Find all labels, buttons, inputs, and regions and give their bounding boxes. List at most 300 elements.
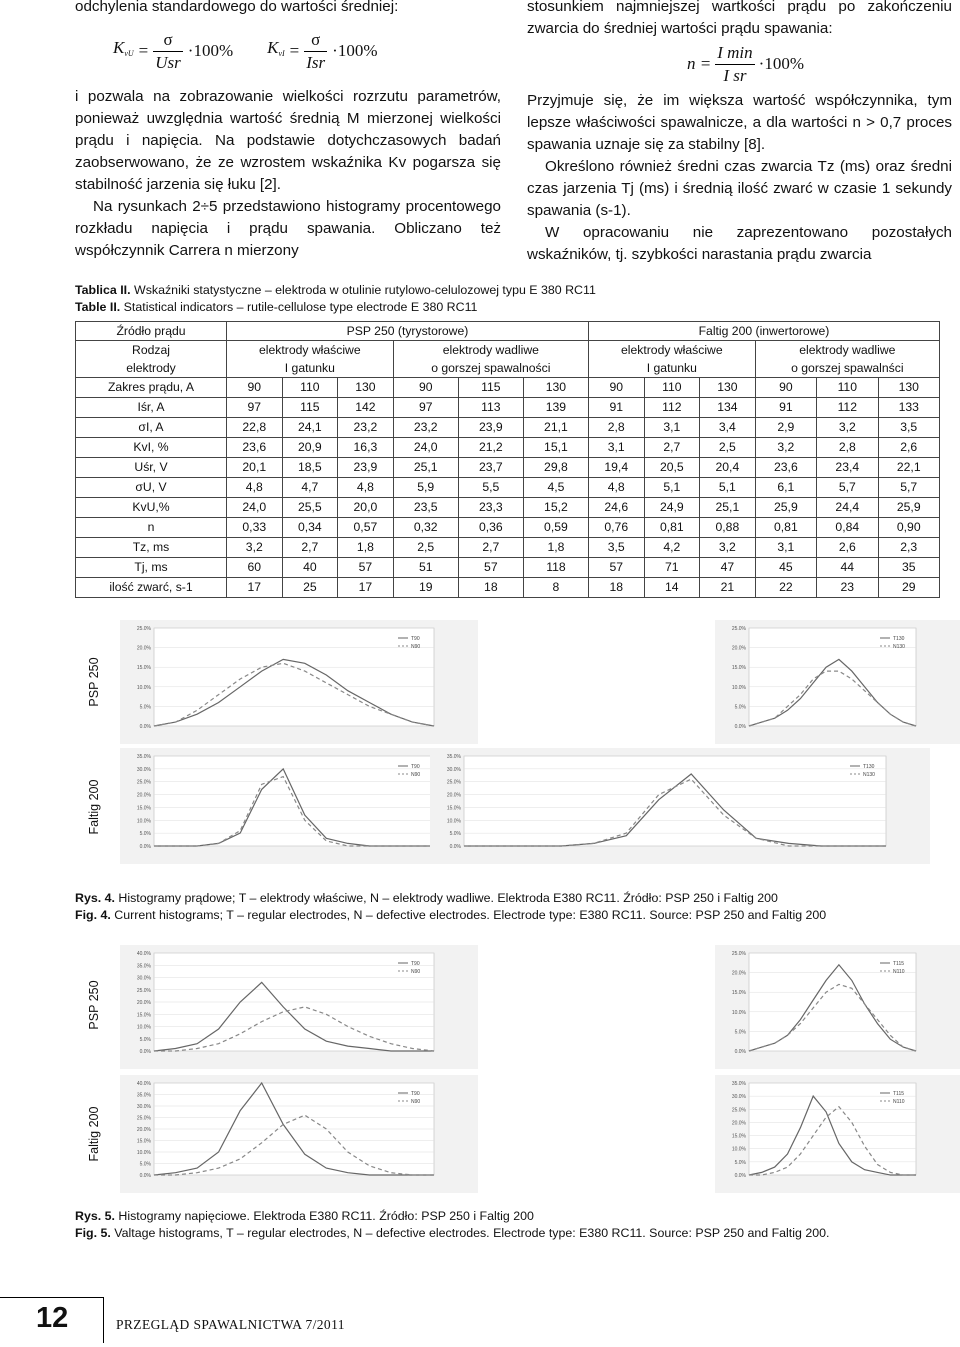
- table-cell: 23,4: [817, 458, 878, 478]
- fig4-chart-psp-left: [120, 620, 478, 744]
- fig4-caption-pl-text: Histogramy prądowe; T – elektrody właściwe, N – elektrody wadliwe. Elektroda E380 RC11. Źródło: PSP 250 i Faltig 200: [118, 891, 778, 905]
- table-cell: 21,1: [523, 418, 588, 438]
- table-cell: 20,5: [644, 458, 700, 478]
- table-cell: 3,1: [755, 538, 816, 558]
- table-cell: 113: [458, 398, 523, 418]
- y-tick-label: 30.0%: [731, 1094, 746, 1101]
- y-tick-label: 30.0%: [136, 766, 151, 773]
- f2-lhs: K: [267, 38, 279, 57]
- table-row: [76, 438, 940, 458]
- table-cell: 4,8: [588, 478, 644, 498]
- table-cell: 18,5: [282, 458, 338, 478]
- formula-kvi: $K_{vI}$ = $\frac{\sigma}{\text{Isr}}$ ·100%: [267, 29, 378, 72]
- table-cell: 97: [393, 398, 458, 418]
- table-cell: 1,8: [523, 538, 588, 558]
- y-tick-label: 0.0%: [139, 724, 151, 730]
- th-good-faltig-2: I gatunku: [646, 361, 697, 375]
- th-bad-faltig: [755, 341, 939, 378]
- y-tick-label: 25.0%: [136, 1115, 151, 1122]
- table-cell: 134: [700, 398, 756, 418]
- right-paragraph-1: stosunkiem najmniejszej wartkości prądu po zakończeniu zwarcia do średniej wartości prądu spawania:: [527, 0, 952, 37]
- fig5-chart-faltig-left: [120, 1075, 478, 1193]
- table-cell: 18: [458, 578, 523, 598]
- table-cell: 3,5: [878, 418, 940, 438]
- table-cell: 25: [282, 578, 338, 598]
- fig4-svg-faltig-right: [430, 748, 930, 864]
- fig4-caption-en-text: Current histograms; T – regular electrodes, N – defective electrodes. Electrode type: E380 RC11. Source: PSP 250 and Faltig 200: [114, 908, 827, 922]
- fig4-row-label-psp: PSP 250: [87, 657, 101, 707]
- fig5-caption-pl-text: Histogramy napięciowe. Elektroda E380 RC11. Źródło: PSP 250 i Faltig 200: [118, 1209, 534, 1223]
- table-cell: 4,2: [644, 538, 700, 558]
- table-cell: 23,7: [458, 458, 523, 478]
- f2-lhs-sub: vI: [278, 49, 285, 58]
- table-cell: 110: [282, 378, 338, 398]
- y-tick-label: 30.0%: [136, 975, 151, 982]
- fig4-caption-pl: [75, 890, 955, 907]
- table-cell: 90: [755, 378, 816, 398]
- fig5-caption-pl-label: Rys. 5.: [75, 1209, 115, 1223]
- th-bad-psp: [393, 341, 588, 378]
- table-cell: 23,6: [755, 458, 816, 478]
- table-cell: 19: [393, 578, 458, 598]
- fn-frac: [715, 42, 754, 87]
- y-tick-label: 20.0%: [136, 792, 151, 799]
- fig4-chart-faltig-left: [120, 748, 478, 864]
- legend-label: N130: [893, 644, 905, 650]
- table-cell: 115: [282, 398, 338, 418]
- table-cell: 0,88: [700, 518, 756, 538]
- f1-den: Usr: [155, 52, 181, 72]
- th-good-faltig-1: elektrody właściwe: [621, 343, 723, 357]
- y-tick-label: 0.0%: [734, 1049, 746, 1055]
- table-row: [76, 578, 940, 598]
- table-cell: 110: [644, 378, 700, 398]
- y-tick-label: 5.0%: [734, 1159, 746, 1166]
- legend-label: N110: [893, 1099, 905, 1105]
- y-tick-label: 5.0%: [734, 704, 746, 711]
- y-tick-label: 0.0%: [734, 1173, 746, 1179]
- y-tick-label: 0.0%: [734, 724, 746, 730]
- f2-den: Isr: [306, 52, 326, 72]
- th-source: Źródło prądu: [76, 322, 227, 341]
- y-tick-label: 10.0%: [136, 818, 151, 825]
- table-cell: 130: [878, 378, 940, 398]
- table-cell: 142: [338, 398, 394, 418]
- y-tick-label: 10.0%: [136, 1150, 151, 1156]
- table-cell: 2,9: [755, 418, 816, 438]
- y-tick-label: 10.0%: [731, 1146, 746, 1153]
- fig4-caption: [75, 890, 955, 924]
- table-cell: 5,7: [817, 478, 878, 498]
- footer-rule-vertical: [103, 1297, 104, 1343]
- table-cell: 91: [588, 398, 644, 418]
- table-cell: 5,7: [878, 478, 940, 498]
- y-tick-label: 35.0%: [136, 963, 151, 970]
- table-cell: 3,1: [588, 438, 644, 458]
- table-cell: 2,3: [878, 538, 940, 558]
- table-cell: 0,84: [817, 518, 878, 538]
- y-tick-label: 25.0%: [136, 987, 151, 994]
- table-cell: 47: [700, 558, 756, 578]
- y-tick-label: 25.0%: [731, 1107, 746, 1114]
- fig5-svg-psp-right: [715, 945, 960, 1069]
- fig4-svg-faltig-left: [120, 748, 478, 864]
- fig5-svg-faltig-right: [715, 1075, 960, 1193]
- table-cell: 0,34: [282, 518, 338, 538]
- journal-name: PRZEGLĄD SPAWALNICTWA 7/2011: [116, 1317, 345, 1332]
- table-cell: 23,2: [338, 418, 394, 438]
- fig5-caption: [75, 1208, 955, 1242]
- fig4-row-label-faltig: Faltig 200: [87, 779, 101, 835]
- row-label: σU, V: [76, 478, 227, 498]
- table-cell: 112: [817, 398, 878, 418]
- table-cell: 22,8: [227, 418, 283, 438]
- table-caption-pl: [75, 282, 935, 299]
- fig4-chart-psp-right: [715, 620, 960, 744]
- table-cell: 133: [878, 398, 940, 418]
- th-good-psp-2: I gatunku: [284, 361, 335, 375]
- legend-label: T90: [411, 764, 420, 770]
- table-cell: 2,7: [282, 538, 338, 558]
- legend-label: N90: [411, 1099, 421, 1105]
- table-cell: 4,8: [227, 478, 283, 498]
- table-cell: 4,5: [523, 478, 588, 498]
- table-cell: 21,2: [458, 438, 523, 458]
- legend-label: T115: [893, 961, 905, 967]
- f2-frac: [304, 29, 327, 74]
- table-cell: 139: [523, 398, 588, 418]
- table-cell: 8: [523, 578, 588, 598]
- y-tick-label: 10.0%: [136, 684, 151, 691]
- table-cell: 2,6: [817, 538, 878, 558]
- table-caption-en: [75, 299, 935, 316]
- table-cell: 17: [338, 578, 394, 598]
- table-cell: 130: [338, 378, 394, 398]
- table-row: [76, 538, 940, 558]
- th-kind-1: Rodzaj: [132, 343, 170, 357]
- legend-label: N90: [411, 644, 421, 650]
- table-cell: 25,1: [700, 498, 756, 518]
- table-cell: 0,33: [227, 518, 283, 538]
- table-cell: 24,1: [282, 418, 338, 438]
- table-cell: 23,9: [338, 458, 394, 478]
- y-tick-label: 35.0%: [136, 754, 151, 760]
- page-number: 12: [36, 1302, 69, 1334]
- row-label: KvI, %: [76, 438, 227, 458]
- fig5-chart-psp-right: [715, 945, 960, 1069]
- fn-den: I sr: [723, 65, 747, 85]
- table-cell: 22,1: [878, 458, 940, 478]
- y-tick-label: 40.0%: [136, 1081, 151, 1087]
- fig4-caption-en-label: Fig. 4.: [75, 908, 111, 922]
- table-row: [76, 458, 940, 478]
- y-tick-label: 20.0%: [136, 1000, 151, 1006]
- y-tick-label: 20.0%: [136, 645, 151, 652]
- legend-label: N90: [411, 969, 421, 975]
- fig4-caption-en: [75, 907, 955, 924]
- y-tick-label: 5.0%: [139, 704, 151, 711]
- y-tick-label: 15.0%: [446, 805, 461, 812]
- fig5-svg-faltig-left: [120, 1075, 478, 1193]
- y-tick-label: 0.0%: [139, 1173, 151, 1179]
- table-cell: 71: [644, 558, 700, 578]
- plot-area: [749, 628, 916, 726]
- legend-label: N130: [863, 772, 875, 778]
- table-cell: 2,7: [644, 438, 700, 458]
- table-cell: 23,2: [393, 418, 458, 438]
- row-label: Tz, ms: [76, 538, 227, 558]
- y-tick-label: 20.0%: [731, 970, 746, 977]
- table-cell: 5,5: [458, 478, 523, 498]
- y-tick-label: 30.0%: [136, 1104, 151, 1110]
- table-cell: 35: [878, 558, 940, 578]
- f1-lhs: K: [113, 38, 125, 57]
- th-bad-faltig-1: elektrody wadliwe: [799, 343, 896, 357]
- table-cell: 90: [393, 378, 458, 398]
- legend-label: T115: [893, 1091, 905, 1097]
- th-bad-psp-1: elektrody wadliwe: [442, 343, 539, 357]
- fig5-chart-faltig-right: [715, 1075, 960, 1193]
- table-cell: 3,4: [700, 418, 756, 438]
- fig5-caption-en-label: Fig. 5.: [75, 1226, 111, 1240]
- table-caption-en-label: Table II.: [75, 300, 121, 314]
- y-tick-label: 25.0%: [136, 626, 151, 632]
- table-cell: 20,4: [700, 458, 756, 478]
- table-row: [76, 418, 940, 438]
- table-cell: 25,1: [393, 458, 458, 478]
- table-row: [76, 518, 940, 538]
- table-body: [76, 378, 940, 598]
- plot-area: [154, 756, 434, 846]
- y-tick-label: 40.0%: [136, 951, 151, 957]
- row-label: KvU,%: [76, 498, 227, 518]
- formula-kv: [113, 28, 501, 74]
- table-cell: 3,2: [755, 438, 816, 458]
- th-kind-2: elektrody: [126, 361, 176, 375]
- table-row: [76, 378, 940, 398]
- y-tick-label: 5.0%: [139, 1036, 151, 1043]
- footer-rule: [0, 1297, 104, 1298]
- table-cell: 20,1: [227, 458, 283, 478]
- row-label: σI, A: [76, 418, 227, 438]
- table-cell: 0,36: [458, 518, 523, 538]
- table-cell: 19,4: [588, 458, 644, 478]
- legend-label: N90: [411, 772, 421, 778]
- table-cell: 90: [588, 378, 644, 398]
- table-cell: 2,6: [878, 438, 940, 458]
- table-cell: 24,9: [644, 498, 700, 518]
- table-cell: 6,1: [755, 478, 816, 498]
- legend-label: T130: [863, 764, 875, 770]
- table-cell: 0,76: [588, 518, 644, 538]
- fig4-caption-pl-label: Rys. 4.: [75, 891, 115, 905]
- table-cell: 1,8: [338, 538, 394, 558]
- table-cell: 3,2: [817, 418, 878, 438]
- y-tick-label: 20.0%: [446, 792, 461, 799]
- th-good-psp: [227, 341, 394, 378]
- table-cell: 3,1: [644, 418, 700, 438]
- statistics-table: [75, 321, 940, 598]
- th-bad-psp-2: o gorszej spawalności: [431, 361, 551, 375]
- table-cell: 91: [755, 398, 816, 418]
- table-caption-pl-label: Tablica II.: [75, 283, 131, 297]
- f1-lhs-sub: vU: [124, 49, 134, 58]
- table-cell: 29: [878, 578, 940, 598]
- fig4-svg-psp-left: [120, 620, 478, 744]
- table-cell: 5,9: [393, 478, 458, 498]
- y-tick-label: 15.0%: [731, 665, 746, 672]
- y-tick-label: 35.0%: [136, 1092, 151, 1099]
- table-cell: 5,1: [644, 478, 700, 498]
- fig5-row-label-faltig: Faltig 200: [87, 1106, 101, 1162]
- y-tick-label: 15.0%: [136, 805, 151, 812]
- y-tick-label: 25.0%: [731, 626, 746, 632]
- table-cell: 25,9: [755, 498, 816, 518]
- table-caption-pl-text: Wskaźniki statystyczne – elektroda w otulinie rutylowo-celulozowej typu E 380 RC11: [134, 283, 596, 297]
- table-cell: 0,81: [755, 518, 816, 538]
- table-cell: 29,8: [523, 458, 588, 478]
- y-tick-label: 10.0%: [731, 684, 746, 691]
- table-cell: 110: [817, 378, 878, 398]
- y-tick-label: 15.0%: [731, 990, 746, 997]
- table-cell: 45: [755, 558, 816, 578]
- y-tick-label: 35.0%: [446, 754, 461, 760]
- y-tick-label: 0.0%: [139, 1049, 151, 1055]
- row-label: Tj, ms: [76, 558, 227, 578]
- table-cell: 115: [458, 378, 523, 398]
- table-cell: 2,8: [588, 418, 644, 438]
- table-cell: 97: [227, 398, 283, 418]
- f2-num: σ: [304, 29, 327, 52]
- table-cell: 51: [393, 558, 458, 578]
- y-tick-label: 5.0%: [734, 1029, 746, 1036]
- table-cell: 25,5: [282, 498, 338, 518]
- table-cell: 17: [227, 578, 283, 598]
- th-good-psp-1: elektrody właściwe: [259, 343, 361, 357]
- table-cell: 24,0: [393, 438, 458, 458]
- right-paragraph-4: W opracowaniu nie zaprezentowano pozostałych wskaźników, tj. szybkości narastania prądu zwarcia: [527, 224, 952, 263]
- y-tick-label: 25.0%: [136, 779, 151, 786]
- y-tick-label: 10.0%: [731, 1009, 746, 1016]
- row-label: ilość zwarć, s-1: [76, 578, 227, 598]
- table-cell: 23,5: [393, 498, 458, 518]
- table-row: [76, 558, 940, 578]
- th-kind: [76, 341, 227, 378]
- formula-n: [687, 42, 952, 86]
- y-tick-label: 10.0%: [136, 1024, 151, 1031]
- table-cell: 20,9: [282, 438, 338, 458]
- table-cell: 57: [338, 558, 394, 578]
- table-cell: 57: [588, 558, 644, 578]
- fn-lhs: n =: [687, 54, 712, 73]
- table-cell: 24,6: [588, 498, 644, 518]
- table-cell: 90: [227, 378, 283, 398]
- y-tick-label: 25.0%: [731, 951, 746, 957]
- fn-tail: ·100%: [758, 54, 804, 73]
- table-cell: 130: [523, 378, 588, 398]
- legend-label: T90: [411, 1091, 420, 1097]
- legend-label: T90: [411, 636, 420, 642]
- table-cell: 118: [523, 558, 588, 578]
- row-label: n: [76, 518, 227, 538]
- y-tick-label: 0.0%: [449, 844, 461, 850]
- y-tick-label: 15.0%: [731, 1133, 746, 1140]
- table-cell: 3,5: [588, 538, 644, 558]
- table-cell: 130: [700, 378, 756, 398]
- right-paragraph-2: Przyjmuje się, że im większa wartość współczynnika, tym lepsze właściwości spawalnicze, a dla wartości n > 0,7 proces spawania uznaje się za stabilny [8].: [527, 92, 952, 153]
- y-tick-label: 0.0%: [139, 844, 151, 850]
- th-good-faltig: [588, 341, 755, 378]
- table-cell: 44: [817, 558, 878, 578]
- table-cell: 18: [588, 578, 644, 598]
- table-cell: 2,7: [458, 538, 523, 558]
- left-column: [75, 0, 501, 262]
- table-cell: 0,90: [878, 518, 940, 538]
- table-cell: 0,59: [523, 518, 588, 538]
- plot-area: [464, 756, 886, 846]
- table-cell: 3,2: [700, 538, 756, 558]
- table-row: [76, 478, 940, 498]
- table-cell: 24,4: [817, 498, 878, 518]
- table-cell: 0,32: [393, 518, 458, 538]
- table-cell: 4,7: [282, 478, 338, 498]
- y-tick-label: 30.0%: [446, 766, 461, 773]
- table-cell: 23: [817, 578, 878, 598]
- y-tick-label: 20.0%: [136, 1127, 151, 1133]
- row-label: Zakres prądu, A: [76, 378, 227, 398]
- table-cell: 0,57: [338, 518, 394, 538]
- fig5-caption-en-text: Valtage histograms, T – regular electrodes, N – defective electrodes. Electrode type: E380 RC11. Source: PSP 250 and Faltig 200.: [114, 1226, 830, 1240]
- table-cell: 23,3: [458, 498, 523, 518]
- table-cell: 4,8: [338, 478, 394, 498]
- th-psp: PSP 250 (tyrystorowe): [227, 322, 589, 341]
- fig5-caption-pl: [75, 1208, 955, 1225]
- th-faltig: Faltig 200 (inwertorowe): [588, 322, 939, 341]
- left-paragraph-2: Na rysunkach 2÷5 przedstawiono histogramy procentowego rozkładu napięcia i prądu spawania. Obliczano też współczynnik Carrera n mierzony: [75, 198, 501, 259]
- f2-tail: ·100%: [332, 41, 378, 60]
- y-tick-label: 20.0%: [731, 1120, 746, 1127]
- fig4-chart-faltig-right: [430, 748, 930, 864]
- table-cell: 15,2: [523, 498, 588, 518]
- table-row: [76, 398, 940, 418]
- table-cell: 2,5: [393, 538, 458, 558]
- table-cell: 0,81: [644, 518, 700, 538]
- y-tick-label: 5.0%: [449, 831, 461, 838]
- table-cell: 20,0: [338, 498, 394, 518]
- y-tick-label: 20.0%: [731, 645, 746, 652]
- left-line1: odchylenia standardowego do wartości średniej:: [75, 0, 399, 15]
- table-cell: 2,5: [700, 438, 756, 458]
- fig5-svg-psp-left: [120, 945, 478, 1069]
- table-row: [76, 498, 940, 518]
- table-cell: 23,9: [458, 418, 523, 438]
- left-paragraph-1: i pozwala na zobrazowanie wielkości rozrzutu parametrów, ponieważ uwzględnia wartość średnią M mierzonej wielkości prądu i napięcia. Na podstawie dotychczasowych badań zaobserwowano, że ze wzrostem wskaźnika Kv pogarsza się stabilność jarzenia się łuku [2].: [75, 88, 501, 193]
- table-cell: 23,6: [227, 438, 283, 458]
- right-column: [527, 0, 952, 266]
- table-cell: 60: [227, 558, 283, 578]
- table-cell: 25,9: [878, 498, 940, 518]
- table-cell: 24,0: [227, 498, 283, 518]
- row-label: Uśr, V: [76, 458, 227, 478]
- legend-label: T90: [411, 961, 420, 967]
- table-cell: 22: [755, 578, 816, 598]
- f1-frac: [153, 29, 183, 74]
- legend-label: T130: [893, 636, 905, 642]
- f1-num: σ: [153, 29, 183, 52]
- y-tick-label: 5.0%: [139, 1161, 151, 1168]
- fig5-row-label-psp: PSP 250: [87, 980, 101, 1030]
- formula-kvu: $K_{vU}$ = $\frac{\sigma}{\text{Usr}}$ ·100%: [113, 29, 234, 72]
